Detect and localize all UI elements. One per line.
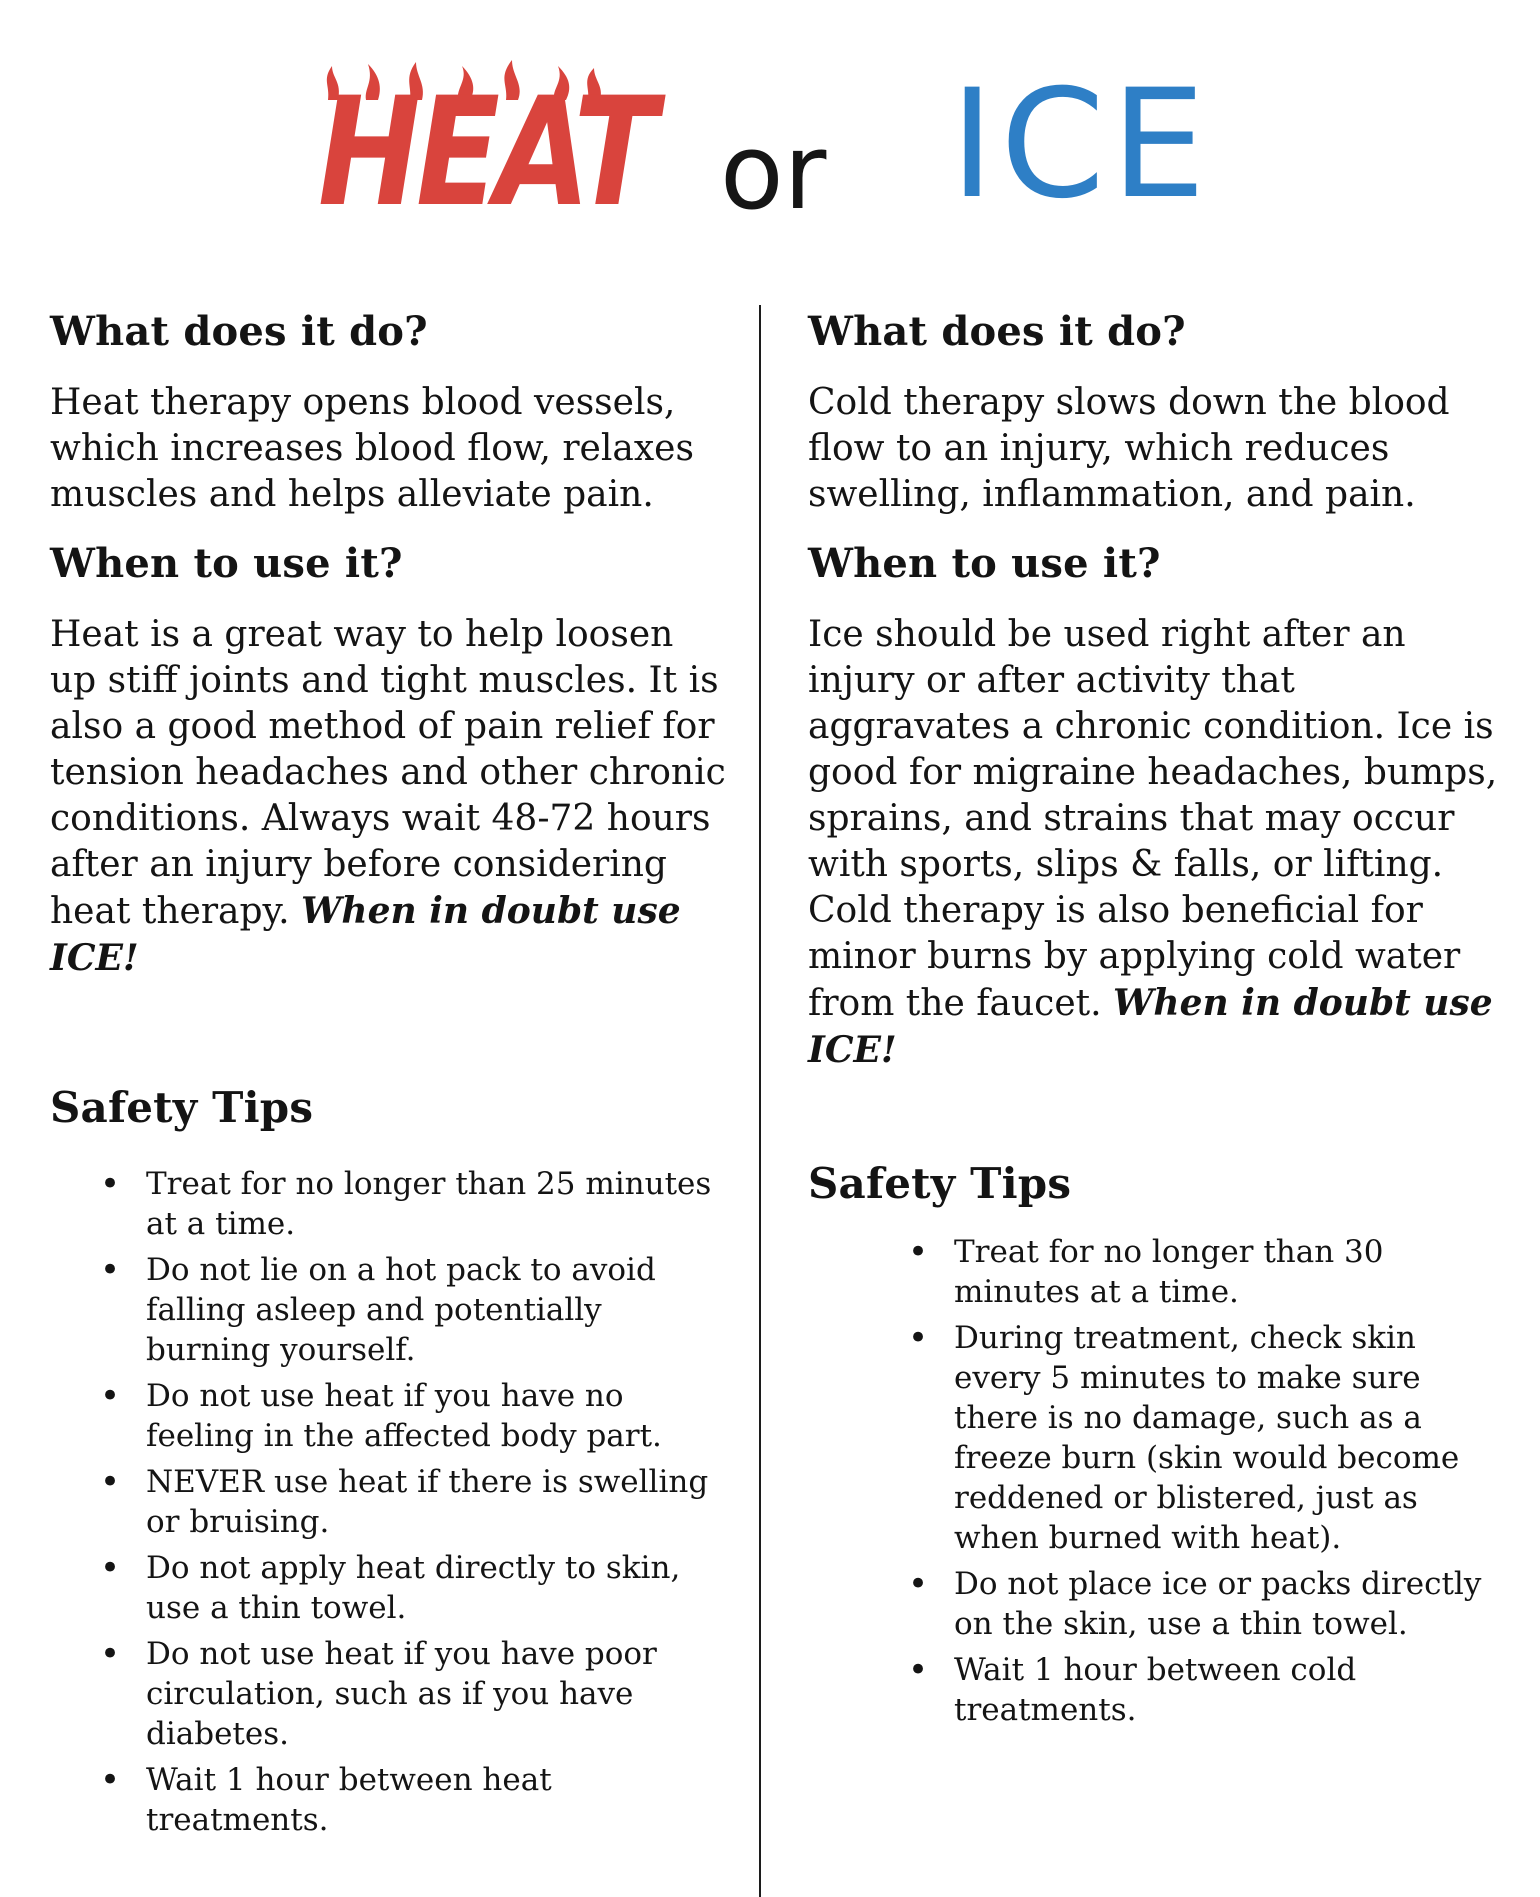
title-banner [0,58,1540,240]
list-item: • NEVER use heat if there is swelling or bruising. [146,1462,730,1542]
title-or: or [720,111,827,233]
heat-when-emphasis: When in doubt use ICE! [50,890,681,979]
ice-column [808,300,1508,1736]
heat-when-heading: When to use it? [50,540,403,587]
heat-safety-heading: Safety Tips [50,1083,314,1132]
heat-when-paragraph [50,612,730,982]
list-item: • Do not use heat if you have no feeling in the affected body part. [146,1376,730,1456]
list-item: • Do not lie on a hot pack to avoid falling asleep and potentially burning yourself. [146,1250,730,1370]
column-divider [759,305,761,1897]
list-item: • Do not use heat if you have poor circulation, such as if you have diabetes. [146,1634,730,1754]
heat-safety-list [146,1164,730,1840]
list-item: • Do not place ice or packs directly on the skin, use a thin towel. [954,1564,1508,1644]
ice-when-text: Ice should be used right after an injury or after activity that aggravates a chronic condition. Ice is good for migraine headaches, bumps, sprains, and strains that may occur with sports, slips & falls, or lifting. Cold therapy is also beneficial for minor burns by applying cold water from the faucet. [808,614,1498,1024]
ice-when-paragraph [808,612,1508,1074]
heat-when-text: Heat is a great way to help loosen up stiff joints and tight muscles. It is also a good method of pain relief for tension headaches and other chronic conditions. Always wait 48-72 hours after an injury before considering heat therapy. [50,614,726,932]
heat-what-heading: What does it do? [50,308,428,355]
list-item: • Wait 1 hour between cold treatments. [954,1650,1508,1730]
list-item: • Treat for no longer than 30 minutes at a time. [954,1232,1508,1312]
ice-when-heading: When to use it? [808,540,1161,587]
ice-what-text: Cold therapy slows down the blood flow to an injury, which reduces swelling, inflammation, and pain. [808,382,1450,515]
ice-what-heading: What does it do? [808,308,1186,355]
list-item: • Do not apply heat directly to skin, use a thin towel. [146,1548,730,1628]
ice-safety-heading: Safety Tips [808,1159,1072,1208]
title-ice: ICE [950,58,1212,232]
list-item: • Treat for no longer than 25 minutes at a time. [146,1164,730,1244]
ice-when-emphasis: When in doubt use ICE! [808,982,1493,1071]
list-item: • During treatment, check skin every 5 minutes to make sure there is no damage, such as a freeze burn (skin would become reddened or blistered, just as when burned with heat). [954,1318,1508,1558]
heat-column [50,300,730,1846]
heat-what-text: Heat therapy opens blood vessels, which increases blood flow, relaxes muscles and helps alleviate pain. [50,382,694,515]
list-item: • Wait 1 hour between heat treatments. [146,1760,730,1840]
ice-safety-list [954,1232,1508,1730]
title-heat: HEAT [318,66,653,240]
